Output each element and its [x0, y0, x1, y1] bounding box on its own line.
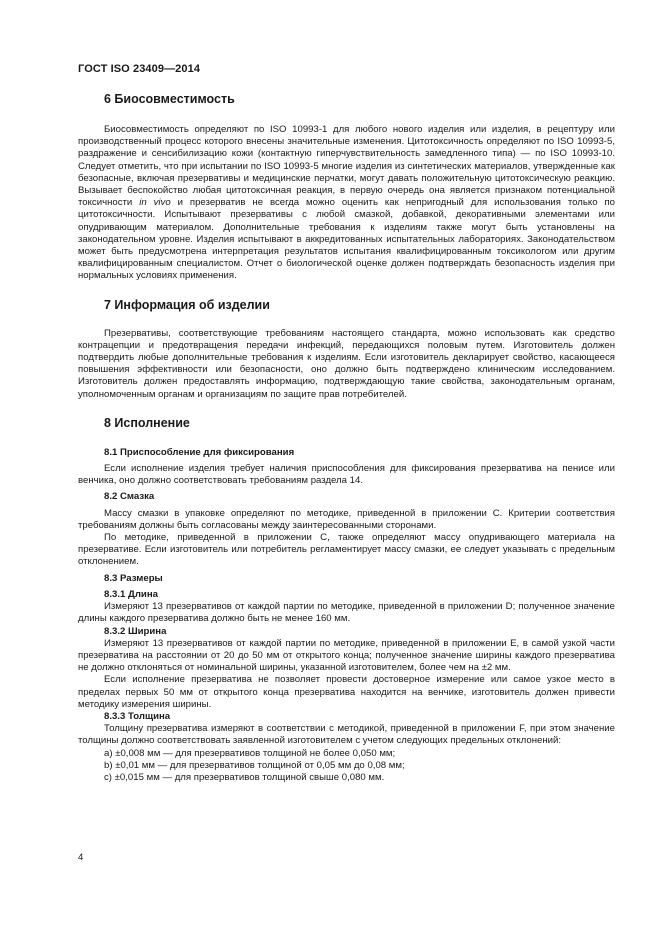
section-7-paragraph: Презервативы, соответствующие требованиям настоящего стандарта, можно использовать как средство контрацепции и предотвращения передачи инфекций, передающихся половым путем. Изготовитель должен подтвердить любые дополнительные требования к изделиям. Если изготовитель декларирует свойство, касающееся повышения эффективности или безопасности, оно должно быть подтверждено клиническим исследованием. Изготовитель должен предоставлять информацию, подтверждающую такие свойства, законодательным органам, уполномоченным органам и организациям по защите прав потребителей.	[78, 327, 615, 400]
subsection-8-3-title: 8.3 Размеры	[104, 572, 163, 584]
section-8-title: 8 Исполнение	[104, 415, 190, 430]
s6-text-a: Биосовместимость определяют по ISO 10993-1 для любого нового изделия или изделия, в рецептуру или производственный процесс которого внесены значительные изменения. Цитотоксичность определяют по ISO 10993-5, раздражение и сенсибилизацию кожи (контактную гиперчувствительность замедленного типа) — по ISO 10993-10. Следует отметить, что при испытании по ISO 10993-5 многие изделия из синтетических материалов, утвержденные как безопасные, включая презервативы и медицинские перчатки, могут давать положительную цитотоксическую реакцию. Вызывает беспокойство любая цитотоксичная реакция, в первую очередь она является признаком потенциальной токсичности	[78, 124, 615, 209]
subsection-8-3-2-paragraph-1: Измеряют 13 презервативов от каждой партии по методике, приведенной в приложении E, в самой узкой части презерватива на расстоянии от 20 до 50 мм от открытого конца; полученное значение ширины каждого презерватива не должно отклоняться от номинальной ширины, указанной изготовителем, более чем на ±2 мм.	[78, 637, 615, 674]
tolerance-list-item: c) ±0,015 мм — для презервативов толщиной свыше 0,080 мм.	[104, 771, 385, 783]
subsection-8-1-paragraph: Если исполнение изделия требует наличия приспособления для фиксирования презерватива на пенисе или венчика, оно должно соответствовать требованиям раздела 14.	[78, 463, 615, 487]
document-header: ГОСТ ISO 23409—2014	[78, 63, 201, 75]
subsection-8-3-2-paragraph-2: Если исполнение презерватива не позволяет провести достоверное измерение или самое узкое место в пределах первых 50 мм от открытого конца презерватива находится на венчике, изготовитель должен привести методику измерения ширины.	[78, 674, 615, 710]
page-content	[78, 92, 615, 784]
subsection-8-3-2-title: 8.3.2 Ширина	[104, 625, 167, 637]
s6-text-italic: in vivo	[139, 197, 171, 209]
subsection-8-3-1-title: 8.3.1 Длина	[104, 588, 158, 600]
section-6-title: 6 Биосовместимость	[104, 92, 235, 106]
tolerance-list-item: b) ±0,01 мм — для презервативов толщиной от 0,05 мм до 0,08 мм;	[104, 759, 405, 771]
subsection-8-3-3-title: 8.3.3 Толщина	[104, 710, 171, 722]
subsection-8-2-title: 8.2 Смазка	[104, 491, 155, 503]
subsection-8-2-paragraph-2: По методике, приведенной в приложении C, также определяют массу опудривающего материала на презервативе. Если изготовитель или потребитель регламентирует массу смазки, ее следует указывать с предельным отклонением.	[78, 532, 615, 568]
subsection-8-1-title: 8.1 Приспособление для фиксирования	[104, 446, 295, 458]
subsection-8-3-3-paragraph: Толщину презерватива измеряют в соответствии с методикой, приведенной в приложении F, при этом значение толщины должно соответствовать заявленной изготовителем с учетом следующих предельных отклонений:	[78, 723, 615, 747]
subsection-8-2-paragraph-1: Массу смазки в упаковке определяют по методике, приведенной в приложении C. Критерии соответствия требованиям должны быть согласованы между заинтересованными сторонами.	[78, 507, 615, 531]
s6-text-b: и презерватив не всегда можно оценить как непригодный для использования только по цитотоксичности. Испытывают презервативы с любой смазкой, добавкой, декоративными элементами или опудривающим материалом. Дополнительные требования к изделиям также могут быть установлены на законодательном уровне. Изделия испытывают в аккредитованных испытательных лабораториях. Законодательством может быть предусмотрена интерпретация результатов испытания квалифицированным токсикологом или другим квалифицированным специалистом. Отчет о биологической оценке должен подтверждать безопасность изделия при нормальных условиях применения.	[78, 197, 615, 282]
tolerance-list-item: a) ±0,008 мм — для презервативов толщиной не более 0,050 мм;	[104, 747, 396, 759]
section-7-title: 7 Информация об изделии	[104, 297, 270, 312]
section-6-paragraph	[78, 124, 615, 283]
page-number: 4	[78, 852, 84, 863]
subsection-8-3-1-paragraph: Измеряют 13 презервативов от каждой партии по методике, приведенной в приложении D; полученное значение длины каждого презерватива должно быть не менее 160 мм.	[78, 601, 615, 625]
